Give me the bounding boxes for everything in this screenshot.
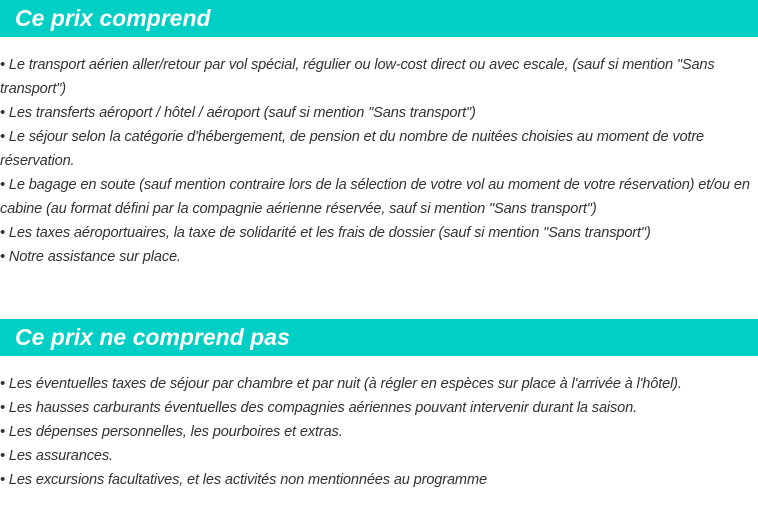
list-item xyxy=(0,396,752,420)
list-item xyxy=(0,444,752,468)
list-item xyxy=(0,173,752,221)
list-item-text: Le séjour selon la catégorie d'hébergement, de pension et du nombre de nuitées choisies au moment de votre réservation. xyxy=(0,129,705,169)
list-item xyxy=(0,221,752,245)
list-item-text: Le transport aérien aller/retour par vol spécial, régulier ou low-cost direct ou avec escale, (sauf si mention "Sans transport") xyxy=(0,57,715,97)
list-item-text: Les dépenses personnelles, les pourboires et extras. xyxy=(8,424,343,440)
list-item-text: Notre assistance sur place. xyxy=(8,249,181,265)
list-item-text: Les assurances. xyxy=(8,448,113,464)
bullet-icon: • xyxy=(0,177,5,193)
bullet-icon: • xyxy=(0,424,5,440)
list-item xyxy=(0,372,752,396)
included-section-title: Ce prix comprend xyxy=(0,0,758,37)
list-item xyxy=(0,53,752,101)
list-item xyxy=(0,245,752,269)
bullet-icon: • xyxy=(0,472,5,488)
bullet-icon: • xyxy=(0,105,5,121)
list-item-text: Les excursions facultatives, et les activités non mentionnées au programme xyxy=(8,472,487,488)
bullet-icon: • xyxy=(0,225,5,241)
included-items-list xyxy=(0,53,752,269)
list-item-text: Le bagage en soute (sauf mention contraire lors de la sélection de votre vol au moment de votre réservation) et/ou en cabine (au format défini par la compagnie aérienne réservée, sauf si mention "Sans transport") xyxy=(0,177,750,217)
excluded-items-list xyxy=(0,372,752,492)
bullet-icon: • xyxy=(0,249,5,265)
bullet-icon: • xyxy=(0,376,5,392)
list-item xyxy=(0,420,752,444)
bullet-icon: • xyxy=(0,400,5,416)
list-item-text: Les éventuelles taxes de séjour par chambre et par nuit (à régler en espèces sur place à l'arrivée à l'hôtel). xyxy=(8,376,682,392)
list-item xyxy=(0,101,752,125)
list-item xyxy=(0,468,752,492)
list-item xyxy=(0,125,752,173)
list-item-text: Les taxes aéroportuaires, la taxe de solidarité et les frais de dossier (sauf si mention "Sans transport") xyxy=(8,225,651,241)
list-item-text: Les hausses carburants éventuelles des compagnies aériennes pouvant intervenir durant la saison. xyxy=(8,400,637,416)
bullet-icon: • xyxy=(0,448,5,464)
list-item-text: Les transferts aéroport / hôtel / aéroport (sauf si mention "Sans transport") xyxy=(8,105,476,121)
bullet-icon: • xyxy=(0,129,5,145)
excluded-section-title: Ce prix ne comprend pas xyxy=(0,319,758,356)
bullet-icon: • xyxy=(0,57,5,73)
